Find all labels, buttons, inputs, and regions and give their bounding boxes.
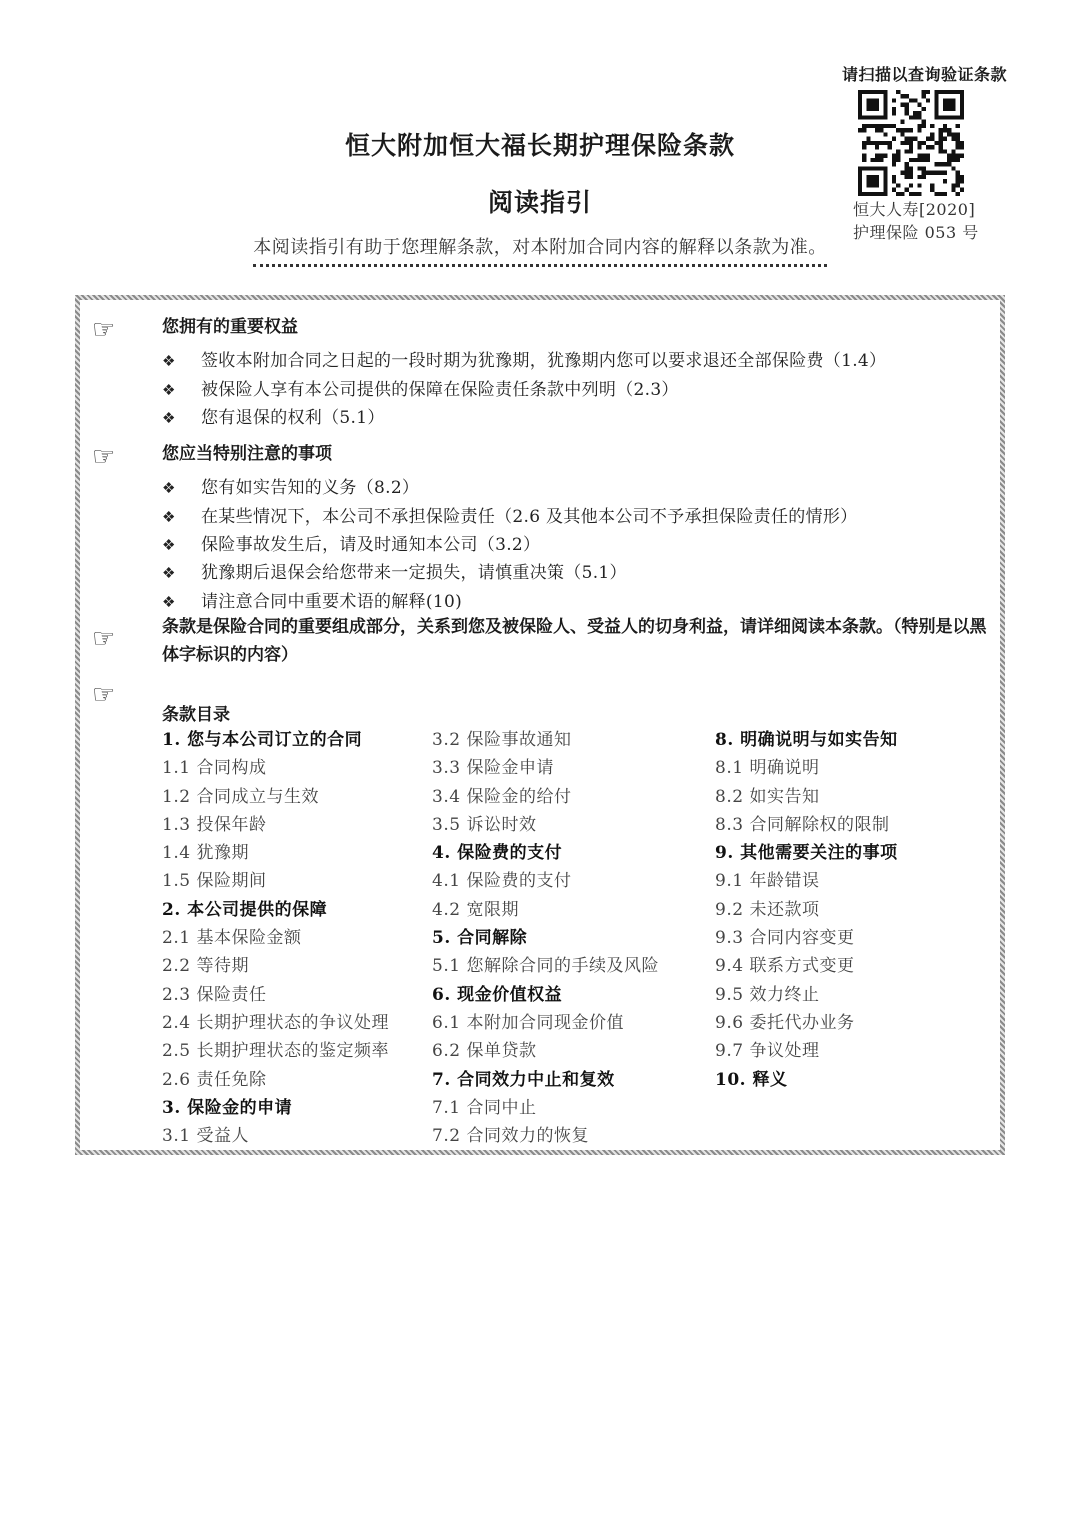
diamond-bullet-icon: ❖ <box>162 508 176 526</box>
page-title: 恒大附加恒大福长期护理保险条款 <box>344 131 735 160</box>
toc-entry: 1.4 犹豫期 <box>162 843 249 864</box>
toc-entry: 9.1 年龄错误 <box>715 871 820 892</box>
rights-item-text: 您有退保的权利（5.1） <box>201 408 385 428</box>
toc-entry: 1.3 投保年龄 <box>162 814 267 835</box>
registration-number: 护理保险 053 号 <box>853 223 979 242</box>
toc-entry: 6.1 本附加合同现金价值 <box>432 1012 624 1033</box>
pointing-hand-icon: ☞ <box>92 315 116 345</box>
toc-entry: 9.3 合同内容变更 <box>715 928 855 949</box>
toc-entry: 2.6 责任免除 <box>162 1069 267 1090</box>
toc-entry: 7.2 合同效力的恢复 <box>432 1126 589 1147</box>
toc-entry: 5.1 您解除合同的手续及风险 <box>432 956 659 977</box>
toc-section-heading: 4. 保险费的支付 <box>432 843 563 864</box>
toc-section-heading: 9. 其他需要关注的事项 <box>715 843 898 864</box>
toc-column-2 <box>432 726 722 1150</box>
pointing-hand-icon: ☞ <box>92 442 116 472</box>
toc-entry: 3.4 保险金的给付 <box>432 786 572 807</box>
toc-section-heading: 10. 释义 <box>715 1069 788 1090</box>
toc-column-1 <box>162 726 452 1150</box>
rights-item <box>162 375 679 400</box>
toc-entry: 3.5 诉讼时效 <box>432 814 537 835</box>
toc-section-heading: 1. 您与本公司订立的合同 <box>162 730 363 750</box>
attention-item-text: 您有如实告知的义务（8.2） <box>201 478 420 498</box>
attention-item <box>162 558 627 583</box>
toc-section-heading: 5. 合同解除 <box>432 928 528 949</box>
intro-text-content: 本阅读指引有助于您理解条款，对本附加合同内容的解释以条款为准。 <box>253 237 827 267</box>
toc-section-heading: 6. 现金价值权益 <box>432 984 563 1005</box>
attention-item <box>162 530 540 555</box>
toc-entry: 1.2 合同成立与生效 <box>162 786 319 807</box>
toc-entry: 1.1 合同构成 <box>162 758 267 779</box>
intro-text <box>0 233 1080 259</box>
toc-entry: 2.3 保险责任 <box>162 984 267 1005</box>
toc-entry: 4.1 保险费的支付 <box>432 871 572 892</box>
toc-section-heading: 2. 本公司提供的保障 <box>162 899 328 920</box>
toc-section-heading: 8. 明确说明与如实告知 <box>715 730 898 750</box>
toc-entry: 8.1 明确说明 <box>715 758 820 779</box>
toc-entry: 8.2 如实告知 <box>715 786 820 807</box>
toc-entry: 3.2 保险事故通知 <box>432 730 572 750</box>
toc-section-heading: 3. 保险金的申请 <box>162 1097 293 1118</box>
registration-code: 恒大人寿[2020] <box>853 200 976 219</box>
pointing-hand-icon: ☞ <box>92 624 116 654</box>
toc-entry: 2.4 长期护理状态的争议处理 <box>162 1012 389 1033</box>
toc-entry: 6.2 保单贷款 <box>432 1041 537 1062</box>
attention-item-text: 保险事故发生后，请及时通知本公司（3.2） <box>201 535 541 555</box>
attention-item-text: 请注意合同中重要术语的解释(10) <box>201 592 462 612</box>
toc-entry: 3.1 受益人 <box>162 1126 249 1147</box>
toc-entry: 2.2 等待期 <box>162 956 249 977</box>
diamond-bullet-icon: ❖ <box>162 564 176 582</box>
diamond-bullet-icon: ❖ <box>162 409 176 427</box>
rights-item <box>162 346 886 371</box>
attention-item <box>162 587 462 612</box>
toc-entry: 7.1 合同中止 <box>432 1097 537 1118</box>
diamond-bullet-icon: ❖ <box>162 381 176 399</box>
diamond-bullet-icon: ❖ <box>162 352 176 370</box>
toc-column-3 <box>715 726 1005 1094</box>
attention-heading: 您应当特别注意的事项 <box>162 444 332 464</box>
diamond-bullet-icon: ❖ <box>162 479 176 497</box>
toc-entry: 9.2 未还款项 <box>715 899 820 920</box>
toc-entry: 4.2 宽限期 <box>432 899 519 920</box>
toc-entry: 8.3 合同解除权的限制 <box>715 814 890 835</box>
rights-item <box>162 403 385 428</box>
diamond-bullet-icon: ❖ <box>162 536 176 554</box>
toc-entry: 2.5 长期护理状态的鉴定频率 <box>162 1041 389 1062</box>
verify-note: 请扫描以查询验证条款 <box>841 65 1007 84</box>
toc-entry: 1.5 保险期间 <box>162 871 267 892</box>
toc-entry: 9.4 联系方式变更 <box>715 956 855 977</box>
diamond-bullet-icon: ❖ <box>162 593 176 611</box>
toc-entry: 2.1 基本保险金额 <box>162 928 302 949</box>
toc-title: 条款目录 <box>162 705 230 725</box>
attention-item-text: 在某些情况下，本公司不承担保险责任（2.6 及其他本公司不予承担保险责任的情形） <box>201 507 858 527</box>
rights-heading: 您拥有的重要权益 <box>162 317 298 337</box>
attention-item <box>162 473 419 498</box>
toc-entry: 3.3 保险金申请 <box>432 758 554 779</box>
toc-section-heading: 7. 合同效力中止和复效 <box>432 1069 615 1090</box>
page-subtitle: 阅读指引 <box>487 188 592 217</box>
toc-entry: 9.7 争议处理 <box>715 1041 820 1062</box>
attention-item-text: 犹豫期后退保会给您带来一定损失，请慎重决策（5.1） <box>201 563 627 583</box>
toc-entry: 9.5 效力终止 <box>715 984 820 1005</box>
importance-paragraph: 条款是保险合同的重要组成部分，关系到您及被保险人、受益人的切身利益，请详细阅读本条款。（特别是以黑体字标识的内容） <box>162 617 987 665</box>
rights-item-text: 签收本附加合同之日起的一段时期为犹豫期，犹豫期内您可以要求退还全部保险费（1.4） <box>201 351 887 371</box>
attention-item <box>162 502 857 527</box>
pointing-hand-icon: ☞ <box>92 680 116 710</box>
rights-item-text: 被保险人享有本公司提供的保障在保险责任条款中列明（2.3） <box>201 380 679 400</box>
toc-entry: 9.6 委托代办业务 <box>715 1012 855 1033</box>
